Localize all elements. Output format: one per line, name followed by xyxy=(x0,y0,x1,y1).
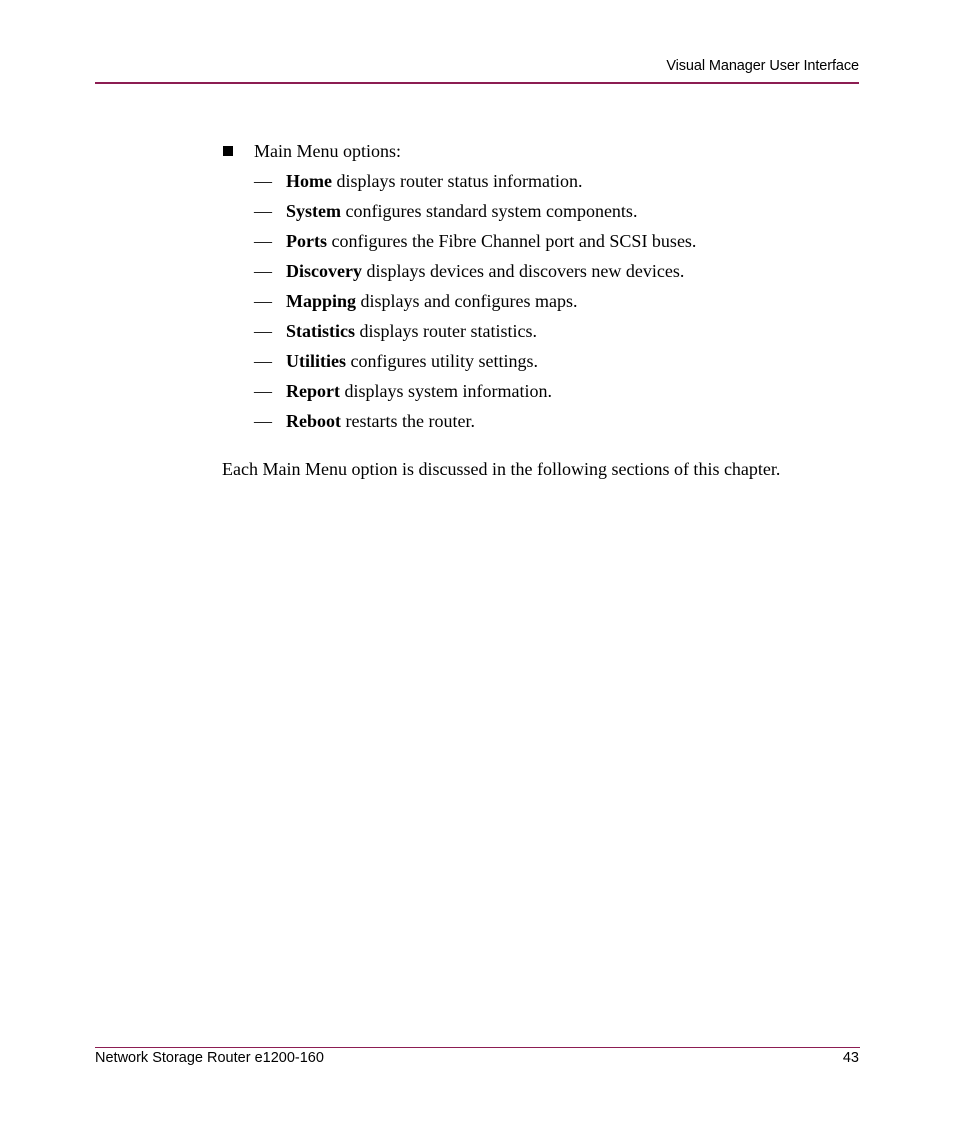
menu-option-name: Discovery xyxy=(286,261,362,281)
list-item xyxy=(222,316,862,346)
dash-marker: — xyxy=(254,411,272,431)
dash-marker: — xyxy=(254,231,272,251)
dash-marker: — xyxy=(254,261,272,281)
footer-rule xyxy=(95,1047,860,1048)
list-item xyxy=(222,256,862,286)
menu-option-description: displays router status information. xyxy=(331,171,583,191)
list-item xyxy=(222,376,862,406)
menu-option-description: configures standard system components. xyxy=(341,201,638,221)
list-item xyxy=(222,406,862,436)
dash-marker: — xyxy=(254,201,272,221)
menu-option-description: displays router statistics. xyxy=(355,321,537,341)
list-item xyxy=(222,166,862,196)
header-title: Visual Manager User Interface xyxy=(666,58,859,74)
menu-option-name: Reboot xyxy=(286,411,341,431)
body-paragraph: Each Main Menu option is discussed in the following sections of this chapter. xyxy=(222,459,781,479)
bullet-item xyxy=(222,136,862,166)
square-bullet-icon xyxy=(223,146,233,156)
dash-marker: — xyxy=(254,291,272,311)
menu-option-name: Utilities xyxy=(286,351,346,371)
menu-option-name: Ports xyxy=(286,231,327,251)
menu-option-description: displays devices and discovers new devices. xyxy=(361,261,685,281)
page-number: 43 xyxy=(842,1050,859,1066)
header-rule xyxy=(95,82,859,84)
list-item xyxy=(222,196,862,226)
dash-marker: — xyxy=(254,171,272,191)
menu-option-name: System xyxy=(286,201,341,221)
list-item xyxy=(222,226,862,256)
menu-option-name: Statistics xyxy=(286,321,355,341)
menu-option-description: restarts the router. xyxy=(341,411,475,431)
dash-marker: — xyxy=(254,381,272,401)
list-item xyxy=(222,286,862,316)
menu-option-description: displays system information. xyxy=(339,381,552,401)
footer-product-name: Network Storage Router e1200-160 xyxy=(95,1050,324,1066)
menu-option-name: Mapping xyxy=(286,291,357,311)
list-item xyxy=(222,346,862,376)
bullet-text: Main Menu options: xyxy=(254,141,401,161)
dash-marker: — xyxy=(254,321,272,341)
menu-option-description: configures utility settings. xyxy=(346,351,538,371)
menu-options-list xyxy=(222,166,862,436)
menu-option-name: Report xyxy=(286,381,340,401)
main-content xyxy=(222,136,862,436)
menu-option-name: Home xyxy=(286,171,332,191)
menu-option-description: configures the Fibre Channel port and SCSI buses. xyxy=(326,231,697,251)
menu-option-description: displays and configures maps. xyxy=(356,291,578,311)
dash-marker: — xyxy=(254,351,272,371)
